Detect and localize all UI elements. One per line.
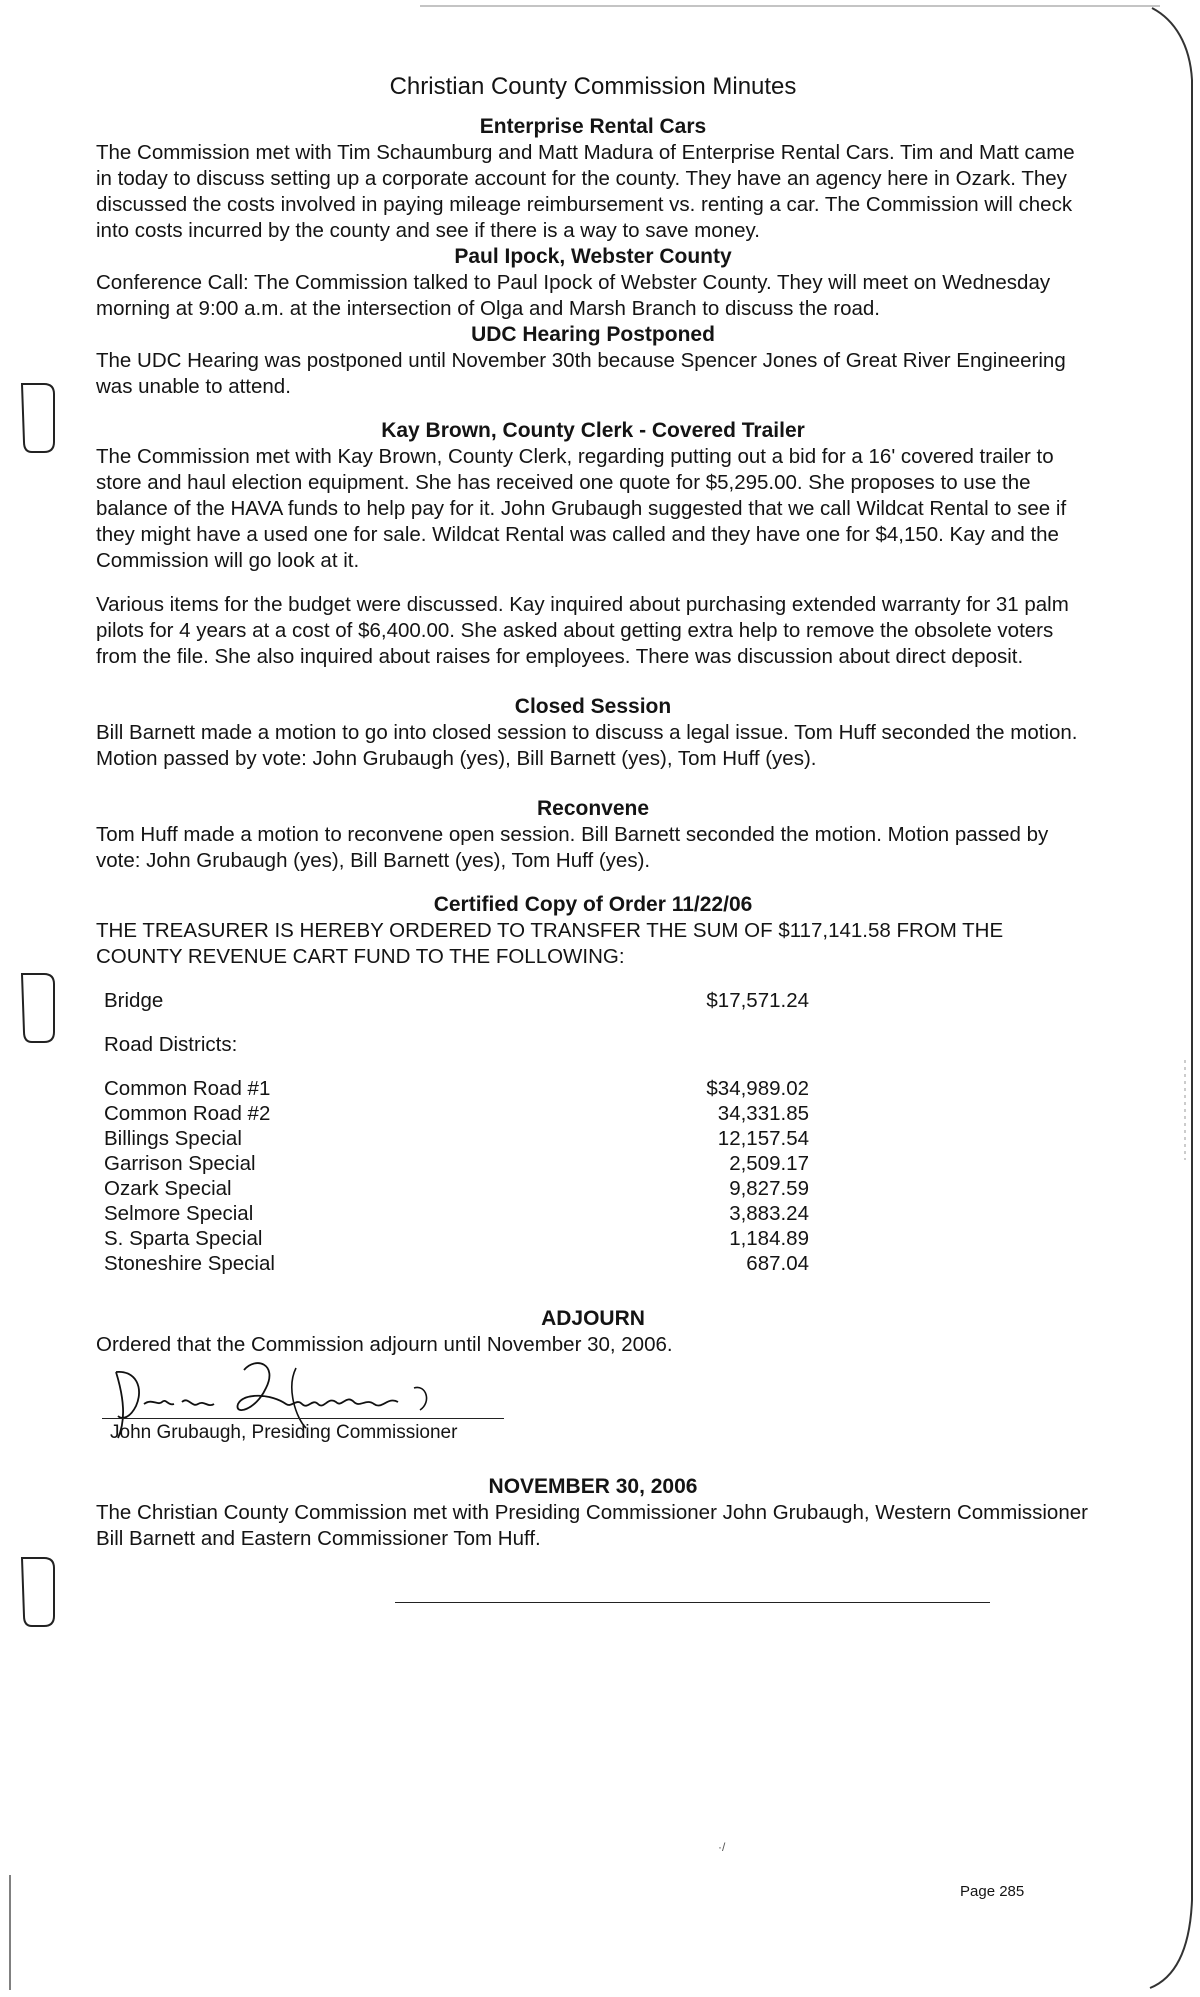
signature-caption: John Grubaugh, Presiding Commissioner xyxy=(110,1422,458,1443)
section-heading-ipock: Paul Ipock, Webster County xyxy=(454,245,732,268)
fund-amount: 9,827.59 xyxy=(729,1177,809,1200)
scan-mark: ·/ xyxy=(718,1840,726,1854)
order-heading: Certified Copy of Order 11/22/06 xyxy=(433,893,753,916)
fund-amount: 34,331.85 xyxy=(717,1102,809,1125)
section-text-reconvene: Tom Huff made a motion to reconvene open session. Bill Barnett seconded the motion. Motion passed by vote: John Grubaugh (yes), Bill Barnett (yes), Tom Huff (yes). xyxy=(96,823,1049,872)
section-text-closed-session: Bill Barnett made a motion to go into closed session to discuss a legal issue. Tom Huff seconded the motion. Motion passed by vote: John Grubaugh (yes), Bill Barnett (yes), Tom Huff (yes). xyxy=(96,721,1078,770)
section-heading-udc: UDC Hearing Postponed xyxy=(471,323,715,346)
section-text-trailer: The Commission met with Kay Brown, County Clerk, regarding putting out a bid for a 16' covered trailer to store and haul election equipment. She has received one quote for $5,295.00. She proposes to use the balance of the HAVA funds to help pay for it. John Grubaugh suggested that we call Wildcat Rental to see if they might have a used one for sale. Wildcat Rental was called and they have one for $4,150. Kay and the Commission will go look at it. xyxy=(96,445,1067,572)
road-districts-label-row xyxy=(96,1032,1090,1058)
adjourn-heading: ADJOURN xyxy=(541,1307,645,1330)
binder-hole-icon xyxy=(22,974,54,1042)
fund-row xyxy=(96,1251,1090,1276)
binder-hole-icon xyxy=(22,384,54,452)
section-text-budget: Various items for the budget were discussed. Kay inquired about purchasing extended warranty for 31 palm pilots for 4 years at a cost of $6,400.00. She asked about getting extra help to remove the obsolete voters from the file. She also inquired about raises for employees. There was discussion about direct deposit. xyxy=(96,593,1069,668)
next-meeting-text: The Christian County Commission met with Presiding Commissioner John Grubaugh, Western Commissioner Bill Barnett and Eastern Commissioner Tom Huff. xyxy=(96,1501,1088,1550)
divider-line xyxy=(395,1602,990,1603)
fund-label: Bridge xyxy=(104,989,164,1012)
signature-block xyxy=(96,1358,1090,1450)
fund-label: Common Road #2 xyxy=(104,1102,271,1125)
next-meeting-heading: NOVEMBER 30, 2006 xyxy=(488,1475,698,1498)
fund-amount: 3,883.24 xyxy=(729,1202,809,1225)
section-heading-reconvene: Reconvene xyxy=(536,797,650,820)
fund-row xyxy=(96,1151,1090,1176)
fund-row xyxy=(96,1126,1090,1151)
fund-label: Common Road #1 xyxy=(104,1077,271,1100)
fund-row-bridge xyxy=(96,988,1090,1014)
section-text-ipock: Conference Call: The Commission talked to Paul Ipock of Webster County. They will meet on Wednesday morning at 9:00 a.m. at the intersection of Olga and Marsh Branch to discuss the road. xyxy=(96,271,1051,320)
fund-label: Stoneshire Special xyxy=(104,1252,275,1275)
fund-row xyxy=(96,1226,1090,1251)
road-districts-label: Road Districts: xyxy=(104,1033,238,1056)
fund-amount: $34,989.02 xyxy=(706,1077,809,1100)
fund-row xyxy=(96,1201,1090,1226)
binder-hole-icon xyxy=(22,1558,54,1626)
section-text-enterprise: The Commission met with Tim Schaumburg and Matt Madura of Enterprise Rental Cars. Tim and Matt came in today to discuss setting up a corporate account for the county. They have an agency here in Ozark. They discussed the costs involved in paying mileage reimbursement vs. renting a car. The Commission will check into costs incurred by the county and see if there is a way to save money. xyxy=(96,141,1075,242)
fund-label: S. Sparta Special xyxy=(104,1227,263,1250)
order-text: THE TREASURER IS HEREBY ORDERED TO TRANSFER THE SUM OF $117,141.58 FROM THE COUNTY REVENUE CART FUND TO THE FOLLOWING: xyxy=(96,919,1004,968)
fund-row xyxy=(96,1176,1090,1201)
page-number: Page 285 xyxy=(960,1883,1025,1900)
fund-amount: 1,184.89 xyxy=(729,1227,809,1250)
fund-label: Selmore Special xyxy=(104,1202,254,1225)
fund-row xyxy=(96,1076,1090,1101)
page-title: Christian County Commission Minutes xyxy=(389,73,797,100)
fund-label: Ozark Special xyxy=(104,1177,232,1200)
section-heading-trailer: Kay Brown, County Clerk - Covered Trailer xyxy=(381,419,805,442)
fund-row xyxy=(96,1101,1090,1126)
section-heading-enterprise: Enterprise Rental Cars xyxy=(479,115,707,138)
adjourn-text: Ordered that the Commission adjourn until November 30, 2006. xyxy=(96,1333,673,1356)
minutes-body xyxy=(96,62,1090,1552)
fund-amount: 12,157.54 xyxy=(717,1127,809,1150)
fund-amount: 2,509.17 xyxy=(729,1152,809,1175)
signature-line xyxy=(102,1418,504,1419)
fund-amount: 687.04 xyxy=(746,1252,809,1275)
fund-label: Garrison Special xyxy=(104,1152,256,1175)
section-heading-closed-session: Closed Session xyxy=(514,695,672,718)
fund-amount: $17,571.24 xyxy=(706,989,809,1012)
section-text-udc: The UDC Hearing was postponed until November 30th because Spencer Jones of Great River Engineering was unable to attend. xyxy=(96,349,1066,398)
fund-label: Billings Special xyxy=(104,1127,242,1150)
district-list xyxy=(96,1076,1090,1276)
